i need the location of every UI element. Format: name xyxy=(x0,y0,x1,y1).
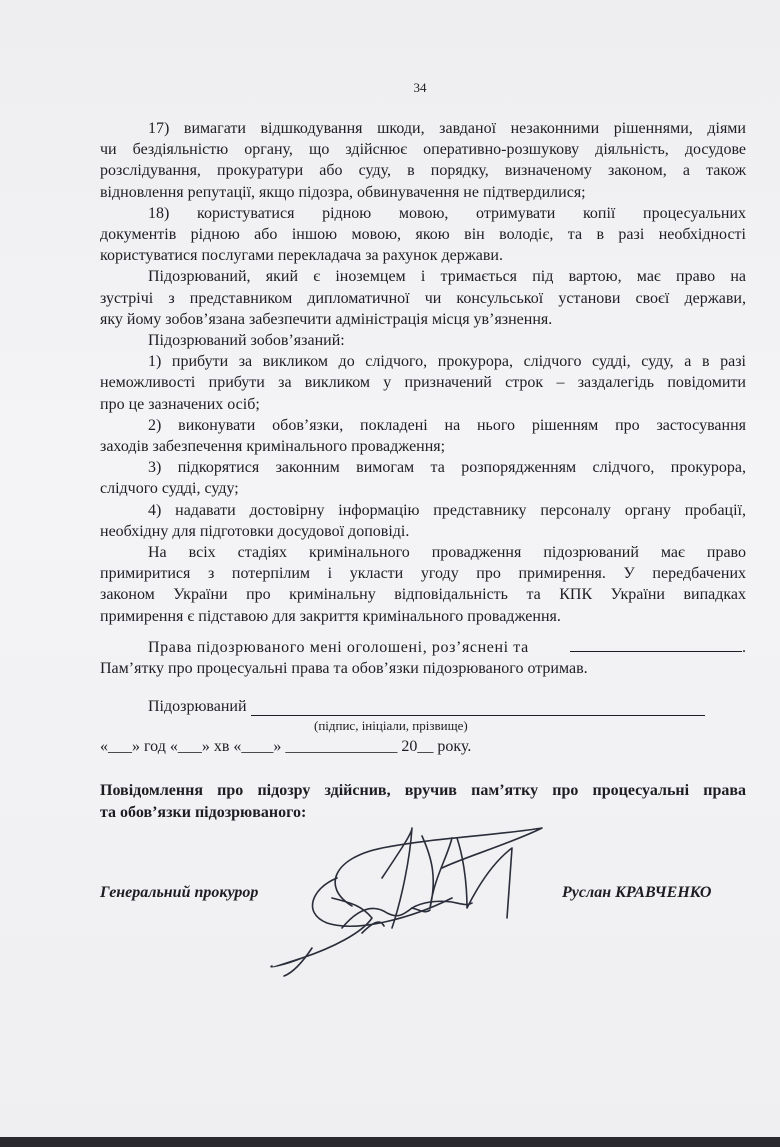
rights-statement xyxy=(100,636,746,679)
paragraph xyxy=(100,351,746,415)
paragraph xyxy=(100,500,746,542)
suspect-label: Підозрюваний xyxy=(148,698,247,715)
paragraph-line: чи бездіяльністю органу, що здійснює оперативно-розшукову діяльність, досудове xyxy=(100,141,746,159)
paragraph xyxy=(100,203,746,267)
paragraph-line: користуватися послугами перекладача за рахунок держави. xyxy=(100,247,503,265)
notice-line-1: Повідомлення про підозру здійснив, вручив пам’ятку про процесуальні права xyxy=(100,782,746,799)
document-body xyxy=(100,118,746,627)
paragraph-line: Підозрюваний, який є іноземцем і тримається під вартою, має право на xyxy=(148,268,746,286)
rights-statement-line1-end: . xyxy=(742,639,746,656)
paragraph xyxy=(100,457,746,499)
date-line: «___» год «___» хв «____» ______________ 20__ року. xyxy=(100,738,472,755)
paragraph xyxy=(100,266,746,330)
paragraph-line: яку йому зобов’язана забезпечити адміністрація місця ув’язнення. xyxy=(100,310,553,328)
paragraph-line: 1) прибути за викликом до слідчого, прокурора, слідчого судді, суду, а в разі xyxy=(148,353,746,371)
paragraph-line: документів рідною або іншою мовою, якою він володіє, та в разі необхідності xyxy=(100,226,746,244)
rights-statement-line1: Права підозрюваного мені оголошені, роз’яснені та xyxy=(148,639,529,656)
signature-caption: (підпис, ініціали, прізвище) xyxy=(314,718,468,733)
paragraph xyxy=(100,415,746,457)
paragraph-line: необхідну для підготовки досудової доповіді. xyxy=(100,522,410,540)
paragraph xyxy=(100,330,746,351)
prosecutor-title: Генеральний прокурор xyxy=(100,884,259,901)
scan-bottom-edge xyxy=(0,1137,780,1147)
paragraph-line: 3) підкорятися законним вимогам та розпорядженням слідчого, прокурора, xyxy=(148,459,746,477)
handwritten-signature xyxy=(262,818,562,978)
paragraph-line: законом України про кримінальну відповідальність та КПК України випадках xyxy=(100,586,746,604)
suspect-signature-field[interactable] xyxy=(251,699,705,716)
prosecutor-name: Руслан КРАВЧЕНКО xyxy=(562,884,712,901)
suspect-signature-block xyxy=(100,698,746,756)
paragraph-line: слідчого судді, суду; xyxy=(100,480,239,498)
paragraph-line: На всіх стадіях кримінального провадження підозрюваний має право xyxy=(148,544,746,562)
paragraph-line: відновлення репутації, якщо підозра, обвинувачення не підтвердилися; xyxy=(100,183,586,201)
paragraph-line: примиритися з потерпілим і укласти угоду про примирення. У передбачених xyxy=(100,565,746,583)
paragraph-line: розслідування, прокуратури або суду, в порядку, визначеному законом, а також xyxy=(100,162,746,180)
paragraph xyxy=(100,542,746,627)
paragraph-line: 17) вимагати відшкодування шкоди, завданої незаконними рішеннями, діями xyxy=(148,120,746,137)
paragraph-line: 18) користуватися рідною мовою, отримувати копії процесуальних xyxy=(148,204,746,222)
paragraph-line: 2) виконувати обов’язки, покладені на нього рішенням про застосування xyxy=(148,416,746,434)
page-number: 34 xyxy=(413,80,427,95)
paragraph-line: зустрічі з представником дипломатичної чи консульської установи своєї держави, xyxy=(100,289,746,307)
paragraph-line: неможливості прибути за викликом у призначений строк – заздалегідь повідомити xyxy=(100,374,746,392)
paragraph xyxy=(100,118,746,203)
rights-blank-field[interactable] xyxy=(570,636,742,652)
rights-statement-line2: Пам’ятку про процесуальні права та обов’язки підозрюваного отримав. xyxy=(100,660,588,678)
paragraph-line: 4) надавати достовірну інформацію представнику персоналу органу пробації, xyxy=(148,501,746,519)
paragraph-line: про це зазначених осіб; xyxy=(100,395,260,413)
paragraph-line: заходів забезпечення кримінального провадження; xyxy=(100,438,446,456)
notice-line-2: та обов’язки підозрюваного: xyxy=(100,804,307,821)
paragraph-line: Підозрюваний зобов’язаний: xyxy=(148,332,345,350)
paragraph-line: примирення є підставою для закриття кримінального провадження. xyxy=(100,607,561,625)
